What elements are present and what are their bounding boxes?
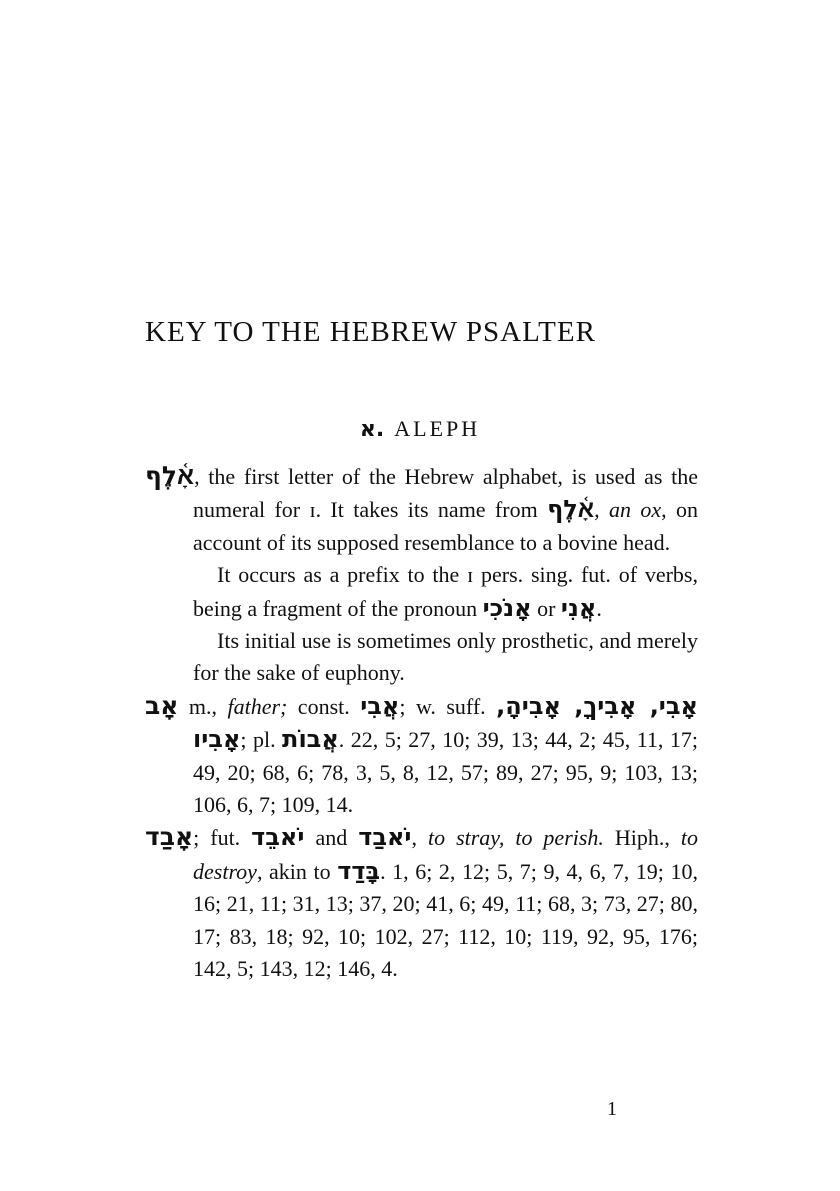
- gloss: to destroy: [193, 825, 699, 884]
- page-title: KEY TO THE HEBREW PSALTER: [145, 316, 596, 348]
- entry-text: const.: [287, 693, 361, 719]
- entry-text: m.,: [178, 693, 228, 719]
- entry-text: , the first letter of the Hebrew alphabet, is used as the numeral for ɪ. It takes its name from: [193, 464, 698, 523]
- gloss: to stray, to perish.: [427, 825, 604, 851]
- dictionary-body: [145, 460, 698, 986]
- entry-text: It occurs as a prefix to the ɪ pers. sing. fut. of verbs, being a fragment of the pronoun: [193, 562, 698, 621]
- hebrew-word: אָבִי, אָבִיךָ, אָבִיהָ, אָבִיו: [193, 691, 698, 754]
- page-number: 1: [607, 1098, 617, 1120]
- entry-paragraph: Its initial use is sometimes only prosthetic, and merely for the sake of euphony.: [193, 628, 698, 686]
- section-letter: א.: [359, 417, 385, 442]
- entry-aleph: אָ֫לֶף, the first letter of the Hebrew alphabet, is used as the numeral for ɪ. It takes its name from אָ֫לֶף, an ox, on account of its supposed resemblance to a bovine head.: [145, 461, 698, 555]
- section-name: ALEPH: [394, 416, 481, 441]
- entry-abad: אָבַד; fut. יֹאבֵד and יֹאבַד, to stray, to perish. Hiph., to destroy, akin to בָּדַד. 1, 6; 2, 12; 5, 7; 9, 4, 6, 7, 19; 10, 16; 21, 11; 31, 13; 37, 20; 41, 6; 49, 11; 68, 3; 73, 27; 80, 17; 83, 18; 92, 10; 102, 27; 112, 10; 119, 92, 95, 176; 142, 5; 143, 12; 146, 4.: [145, 822, 699, 982]
- entry-headword: אָ֫לֶף: [145, 461, 195, 490]
- entry-text: and: [304, 825, 359, 851]
- entry-text: ; fut.: [193, 825, 252, 851]
- gloss: father;: [227, 693, 288, 719]
- entry-headword: אָבַד: [145, 822, 194, 852]
- entry-paragraph: [145, 559, 698, 625]
- entry-ab: [145, 690, 698, 822]
- hebrew-word: אָ֫לֶף: [547, 495, 595, 524]
- hebrew-word: אָנֹכִי: [482, 593, 532, 622]
- hebrew-word: אֲנִי: [560, 593, 597, 622]
- section-heading: [0, 416, 840, 442]
- hebrew-word: יֹאבַד: [358, 823, 412, 852]
- gloss: an ox: [609, 497, 662, 523]
- entry-text: ; w. suff.: [399, 693, 497, 719]
- entry-text: or: [531, 595, 561, 621]
- entry-text: , akin to: [256, 858, 338, 884]
- scripture-references: . 22, 5; 27, 10; 39, 13; 44, 2; 45, 11, 17; 49, 20; 68, 6; 78, 3, 5, 8, 12, 57; 89, 27; 95, 9; 103, 13; 106, 6, 7; 109, 14.: [193, 727, 698, 818]
- entry-text: , on account of its supposed resemblance to a bovine head.: [193, 497, 698, 555]
- entry-text: ; pl.: [240, 727, 283, 753]
- hebrew-word: אֲבוֹת: [282, 725, 339, 754]
- hebrew-word: בָּדַד: [337, 856, 381, 885]
- entry-text: .: [596, 595, 602, 621]
- scripture-references: . 1, 6; 2, 12; 5, 7; 9, 4, 6, 7, 19; 10, 16; 21, 11; 31, 13; 37, 20; 41, 6; 49, 11; 68, 3; 73, 27; 80, 17; 83, 18; 92, 10; 102, 27; 112, 10; 119, 92, 95, 176; 142, 5; 143, 12; 146, 4.: [193, 858, 698, 982]
- entry-headword: אָב: [145, 690, 179, 720]
- hebrew-word: יֹאבֵד: [251, 823, 305, 852]
- entry-text: Hiph.,: [603, 825, 681, 851]
- hebrew-word: אֲבִי: [360, 691, 400, 720]
